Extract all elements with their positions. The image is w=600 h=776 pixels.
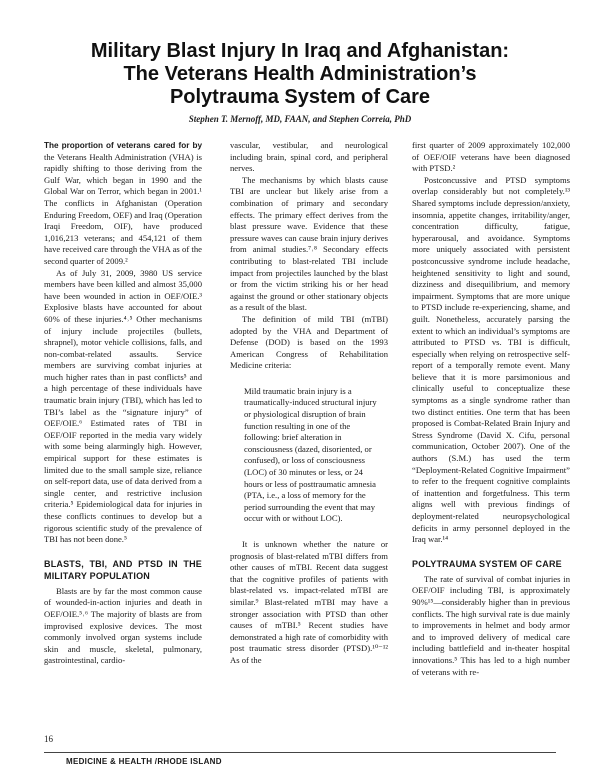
paragraph: The definition of mild TBI (mTBI) adopted by the VHA and Department of Defense (DOD) is based on the 1993 American Congress of Rehabilitation Medicine criteria: [230,313,388,371]
paragraph-text: the Veterans Health Administration (VHA) is rapidly shifting to those deriving from the Gulf War, which began in 1990 and the Global War on Terror, which began in 2001.¹ The conflicts in Afghanistan (Operation Enduring Freedom, OEF) and Iraq (Operation Iraqi Freedom, OIF), have produced 1,016,213 veterans; and 454,121 of them have received care through the VHA as of the second quarter of 2009.² [44,151,202,266]
title-line-1: Military Blast Injury In Iraq and Afghanistan: [90,40,510,62]
page-number: 16 [44,734,53,744]
section-heading: POLYTRAUMA SYSTEM OF CARE [412,558,562,569]
paragraph: The rate of survival of combat injuries in OEF/OIF including TBI, is approximately 90%¹⁵—considerably higher than in previous conflicts. The high survival rate is due mainly to improvements in helmet and body armor and to improved delivery of medical care including battlefield and in-theater hospital innovations.⁵ This has led to a high number of veterans with re- [412,573,570,677]
paragraph [44,140,202,268]
lead-in: The proportion of veterans cared for by [44,141,202,150]
section-heading: BLASTS, TBI, AND PTSD IN THE MILITARY POPULATION [44,558,202,581]
paragraph: It is unknown whether the nature or prognosis of blast-related mTBI differs from other causes of mTBI. Recent data suggest that the cognitive profiles of patients with blast-related vs. impact-related mTBI are similar.⁹ Blast-related mTBI may have a stronger association with PTSD than other causes of mTBI.⁵ Recent studies have demonstrated a high rate of comorbidity with post traumatic stress disorder (PTSD).¹⁰⁻¹² As of the [230,539,388,665]
article-title [0,40,600,109]
paragraph: first quarter of 2009 approximately 102,000 of OEF/OIF veterans have been diagnosed with PTSD.² [412,140,570,174]
definition-quote: Mild traumatic brain injury is a traumatically-induced structural injury or physiological disruption of brain function resulting in one of the following: brief alteration in consciousness (dazed, disoriented, or confused), or loss of consciousness (LOC) of 30 minutes or less, or 24 hours or less of posttraumatic amnesia (PTA, i.e., a loss of memory for the period surrounding the event that may occur with or without LOC). [244,385,377,524]
title-line-2: The Veterans Health Administration’s [123,63,477,85]
paragraph: Blasts are by far the most common cause of wounded-in-action injuries and death in OEF/OIE.⁵˒⁶ The majority of blasts are from improvised explosive devices. The most commonly involved organ systems include skin and muscle, skeletal, pulmonary, gastrointestinal, cardio- [44,585,202,666]
footer-divider [44,752,556,753]
paragraph: Postconcussive and PTSD symptoms overlap considerably but not completely.¹³ Shared symptoms include depression/anxiety, insomnia, appetite changes, irritability/anger, concentration difficulty, fatigue, hyperarousal, and avoidance. Symptoms more uniquely associated with persistent postconcussive syndrome include headache, heightened sensitivity to light and sound, dizziness and disequilibrium, and memory impairment. Symptoms that are more unique to PTSD include re-experiencing, shame, and guilt. Nonetheless, accurately parsing the extent to which an individual’s symptoms are attributed to PTSD vs. TBI is difficult, especially when relying on retrospective self-report of a temporally remote event. Many believe that it is more parsimonious and clinically useful to conceptualize these symptoms as a single syndrome rather than two distinct entities. One term that has been proposed is Combat-Related Brain Injury and Stress Syndrome (David X. Cifu, personal communication, October 2007). One of the authors (S.M.) has used the term “Deployment-Related Cognitive Impairment” to refer to the frequent cognitive complaints of inattention and forgetfulness. This term aligns well with previous findings of deployment-related neuropsychological deficits in army personnel deployed in the Iraq war.¹⁴ [412,174,570,545]
title-line-3: Polytrauma System of Care [169,86,431,108]
column-1 [44,140,202,667]
journal-name: MEDICINE & HEALTH /RHODE ISLAND [66,757,222,766]
column-2 [230,140,388,667]
article-authors: Stephen T. Mernoff, MD, FAAN, and Stephen Correia, PhD [188,114,412,124]
paragraph: The mechanisms by which blasts cause TBI are unclear but likely arise from a combination of primary and secondary effects. The primary effect derives from the blast pressure wave. Evidence that these pressure waves can cause brain injury derives from animal studies.⁷˒⁸ Secondary effects contributing to blast-related TBI include impact from projectiles launched by the blast or from the victim striking his or her head against the ground or other stationary objects as a result of the blast. [230,174,388,313]
paragraph: vascular, vestibular, and neurological including brain, spinal cord, and peripheral nerves. [230,140,388,174]
paragraph: As of July 31, 2009, 3980 US service members have been killed and almost 35,000 have been wounded in action in OEF/OIE.³ Explosive blasts have accounted for about 60% of these injuries.⁴˒⁵ Other mechanisms of injury include projectiles (bullets, shrapnel), motor vehicle collisions, falls, and non-combat-related assaults. Service members are surviving combat injuries at much higher rates than in past conflicts⁵ and a high percentage of these individuals have traumatic brain injury (TBI), which has led to TBI’s label as the “signature injury” of OEF/OIE.⁶ Estimated rates of TBI in OEF/OIF reported in the media vary widely with some being alarmingly high. However, empirical support for these estimates is limited due to the small sample size, reliance on self-report data, use of data derived from a single center, and restrictive inclusion criteria.⁵ Epidemiological data for injuries in these conflicts continues to develop but a rigorous scientific study of the prevalence of TBI has not been done.⁵ [44,267,202,545]
column-3 [412,140,570,678]
